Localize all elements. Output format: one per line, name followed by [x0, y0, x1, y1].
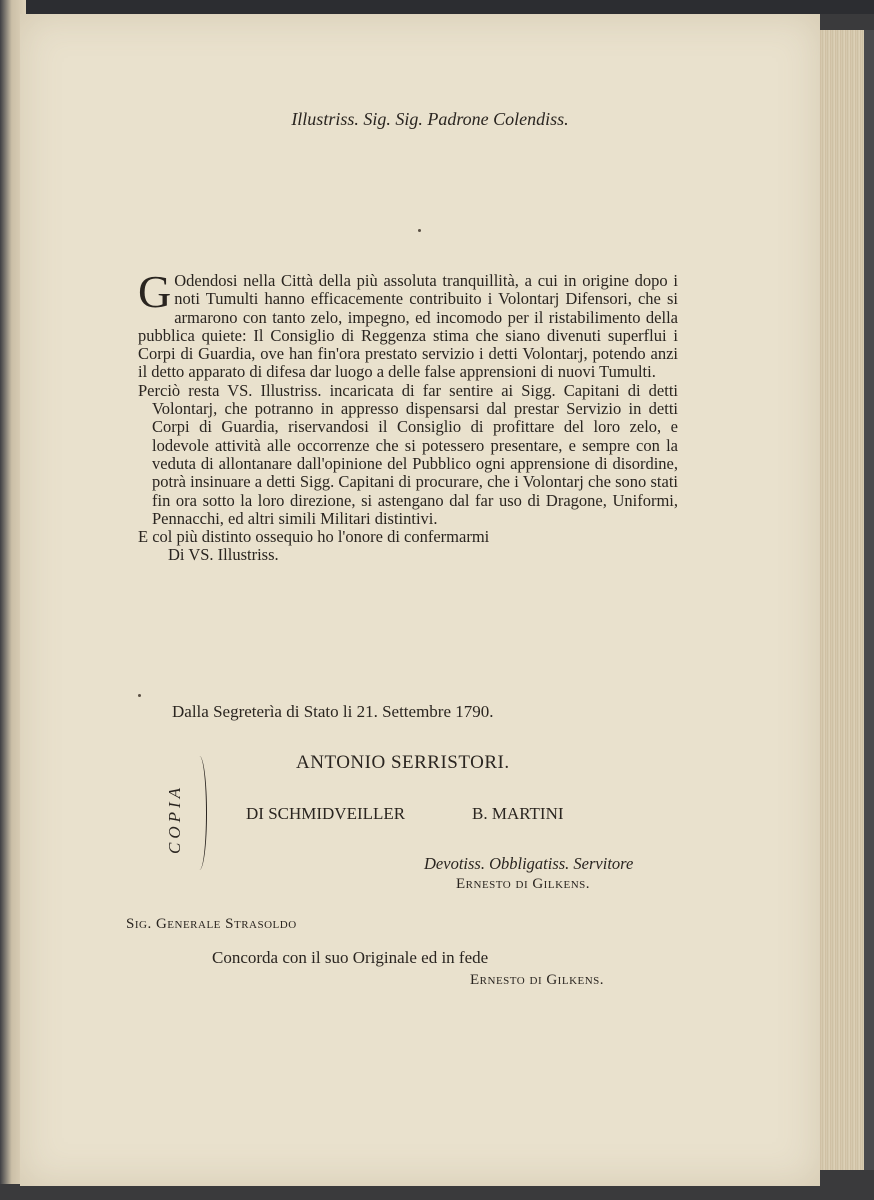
secretary-name: Ernesto di Gilkens. — [456, 876, 591, 892]
place-and-date: Dalla Segreterìa di Stato li 21. Settembre 1790. — [172, 702, 494, 721]
scan-top-edge — [0, 0, 874, 14]
valediction: Devotiss. Obbligatiss. Servitore — [424, 854, 634, 873]
paragraph-1 — [138, 266, 678, 382]
closing-formula: Di VS. Illustriss. — [168, 545, 279, 565]
salutation-header: Illustriss. Sig. Sig. Padrone Colendiss. — [291, 109, 569, 129]
addressee: Sig. Generale Strasoldo — [126, 916, 297, 932]
paragraph-3: E col più distinto ossequio ho l'onore di confermarmi — [138, 527, 490, 547]
ink-speck — [138, 694, 141, 697]
signatory-right: B. MARTINI — [472, 804, 564, 823]
letter-body — [138, 266, 678, 565]
copia-label — [160, 774, 190, 864]
signatory-left: DI SCHMIDVEILLER — [246, 804, 406, 823]
paragraph-2: Perciò resta VS. Illustriss. incaricata di far sentire ai Sigg. Capitani di detti Volontarj, che potranno in appresso dispensarsi dal prestar Servizio in detti Corpi di Guardia, riservandosi il Consiglio di profittare del loro zelo, e lodevole attività alle occorrenze che si potessero presentare, e sempre con la veduta di allontanare dall'opinione del Pubblico ogni apprensione di disordine, potrà insinuare a detti Sigg. Capitani di procurare, che i Volontarj che sono stati fin ora sotto la loro direzione, si astengano dal far uso di Dragone, Uniformi, Pennacchi, ed altri simili Militari distintivi. — [138, 380, 678, 528]
certification-note: Concorda con il suo Originale ed in fede — [212, 948, 489, 967]
drop-cap: G — [138, 266, 172, 317]
certifier-name: Ernesto di Gilkens. — [470, 972, 605, 988]
brace-mark — [192, 756, 207, 870]
book-cover-right — [864, 30, 874, 1170]
scan-bottom-edge — [0, 1184, 874, 1200]
signatory-main: ANTONIO SERRISTORI. — [296, 752, 510, 773]
paragraph-1-text: Odendosi nella Città della più assoluta tranquillità, a cui in origine dopo i noti Tumulti hanno efficacemente contribuito i Volontarj Difensori, che si armarono con tanto zelo, impegno, ed incomodo per il ristabilimento della pubblica quiete: Il Consiglio di Reggenza stima che siano divenuti superflui i Corpi di Guardia, ove han fin'ora prestato servizio i detti Volontarj, potendo anzi il detto apparato di difesa dar luogo a delle false apprensioni di nuovi Tumulti. — [138, 271, 678, 382]
copia-text: COPIA — [165, 783, 185, 855]
ink-speck — [418, 229, 421, 232]
document-page — [20, 14, 820, 1186]
